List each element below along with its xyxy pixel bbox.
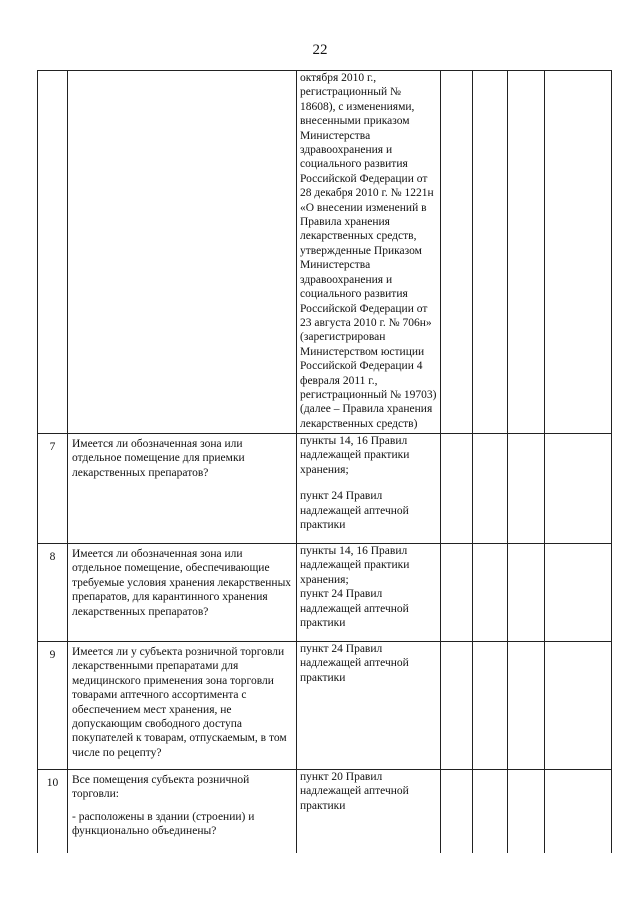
answer-cell [473, 71, 508, 434]
requirement-text: октября 2010 г., регистрационный № 18608), с изменениями, внесенными приказом Министерства здравоохранения и социального развития Российской Федерации от 28 декабря 2010 г. № 1221н «О внесении изменений в Правила хранения лекарственных средств, утвержденные Приказом Министерства здравоохранения и социального развития Российской Федерации от 23 августа 2010 г. № 706н» (зарегистрирован Министерством юстиции Российской Федерации 4 февраля 2011 г., регистрационный № 19703) (далее – Правила хранения лекарственных средств) [300, 72, 437, 430]
table-row [38, 71, 612, 434]
table-row [38, 770, 612, 853]
answer-cell [473, 544, 508, 642]
answer-cell [508, 434, 545, 544]
question-cell [68, 434, 297, 544]
requirements-cell [297, 434, 441, 544]
requirement-text: пункты 14, 16 Правил надлежащей практики хранения; [300, 545, 410, 586]
question-cell [68, 770, 297, 853]
question-cell [68, 71, 297, 434]
answer-cell [473, 642, 508, 770]
requirements-cell [297, 642, 441, 770]
table-row [38, 642, 612, 770]
row-number [38, 71, 68, 434]
question-text: Все помещения субъекта розничной торговли: [72, 774, 250, 801]
answer-cell [508, 642, 545, 770]
requirement-text: пункт 24 Правил надлежащей аптечной практики [300, 490, 409, 532]
answer-cell [508, 770, 545, 853]
table-row [38, 434, 612, 544]
row-number: 9 [38, 642, 68, 770]
answer-cell [473, 770, 508, 853]
question-cell [68, 544, 297, 642]
requirement-text: пункт 20 Правил надлежащей аптечной практики [300, 771, 409, 812]
question-text: Имеется ли у субъекта розничной торговли лекарственными препаратами для медицинского применения зона торговли товарами аптечного ассортимента с обеспечением мест хранения, не допускающим свободного доступа покупателей к товарам, отпускаемым, в том числе по рецепту? [72, 646, 287, 759]
requirements-cell [297, 71, 441, 434]
requirement-text: пункты 14, 16 Правил надлежащей практики хранения; [300, 435, 410, 476]
row-number: 10 [38, 770, 68, 853]
requirements-cell [297, 770, 441, 853]
question-cell [68, 642, 297, 770]
requirement-text: пункт 24 Правил надлежащей аптечной практики [300, 643, 409, 684]
answer-cell [441, 642, 473, 770]
comment-cell [545, 642, 612, 770]
comment-cell [545, 544, 612, 642]
page-number: 22 [312, 42, 328, 58]
answer-cell [473, 434, 508, 544]
answer-cell [441, 71, 473, 434]
comment-cell [545, 770, 612, 853]
requirements-cell [297, 544, 441, 642]
checklist-table [37, 70, 612, 853]
row-number: 7 [38, 434, 68, 544]
comment-cell [545, 71, 612, 434]
answer-cell [508, 71, 545, 434]
requirement-text: пункт 24 Правил надлежащей аптечной практики [300, 588, 409, 630]
answer-cell [441, 770, 473, 853]
comment-cell [545, 434, 612, 544]
answer-cell [441, 544, 473, 642]
question-text: - расположены в здании (строении) и функционально объединены? [72, 810, 255, 838]
question-text: Имеется ли обозначенная зона или отдельное помещение для приемки лекарственных препаратов? [72, 438, 245, 479]
question-text: Имеется ли обозначенная зона или отдельное помещение, обеспечивающие требуемые условия хранения лекарственных препаратов, для карантинного хранения лекарственных препаратов? [72, 548, 292, 618]
answer-cell [508, 544, 545, 642]
answer-cell [441, 434, 473, 544]
table-row [38, 544, 612, 642]
row-number: 8 [38, 544, 68, 642]
